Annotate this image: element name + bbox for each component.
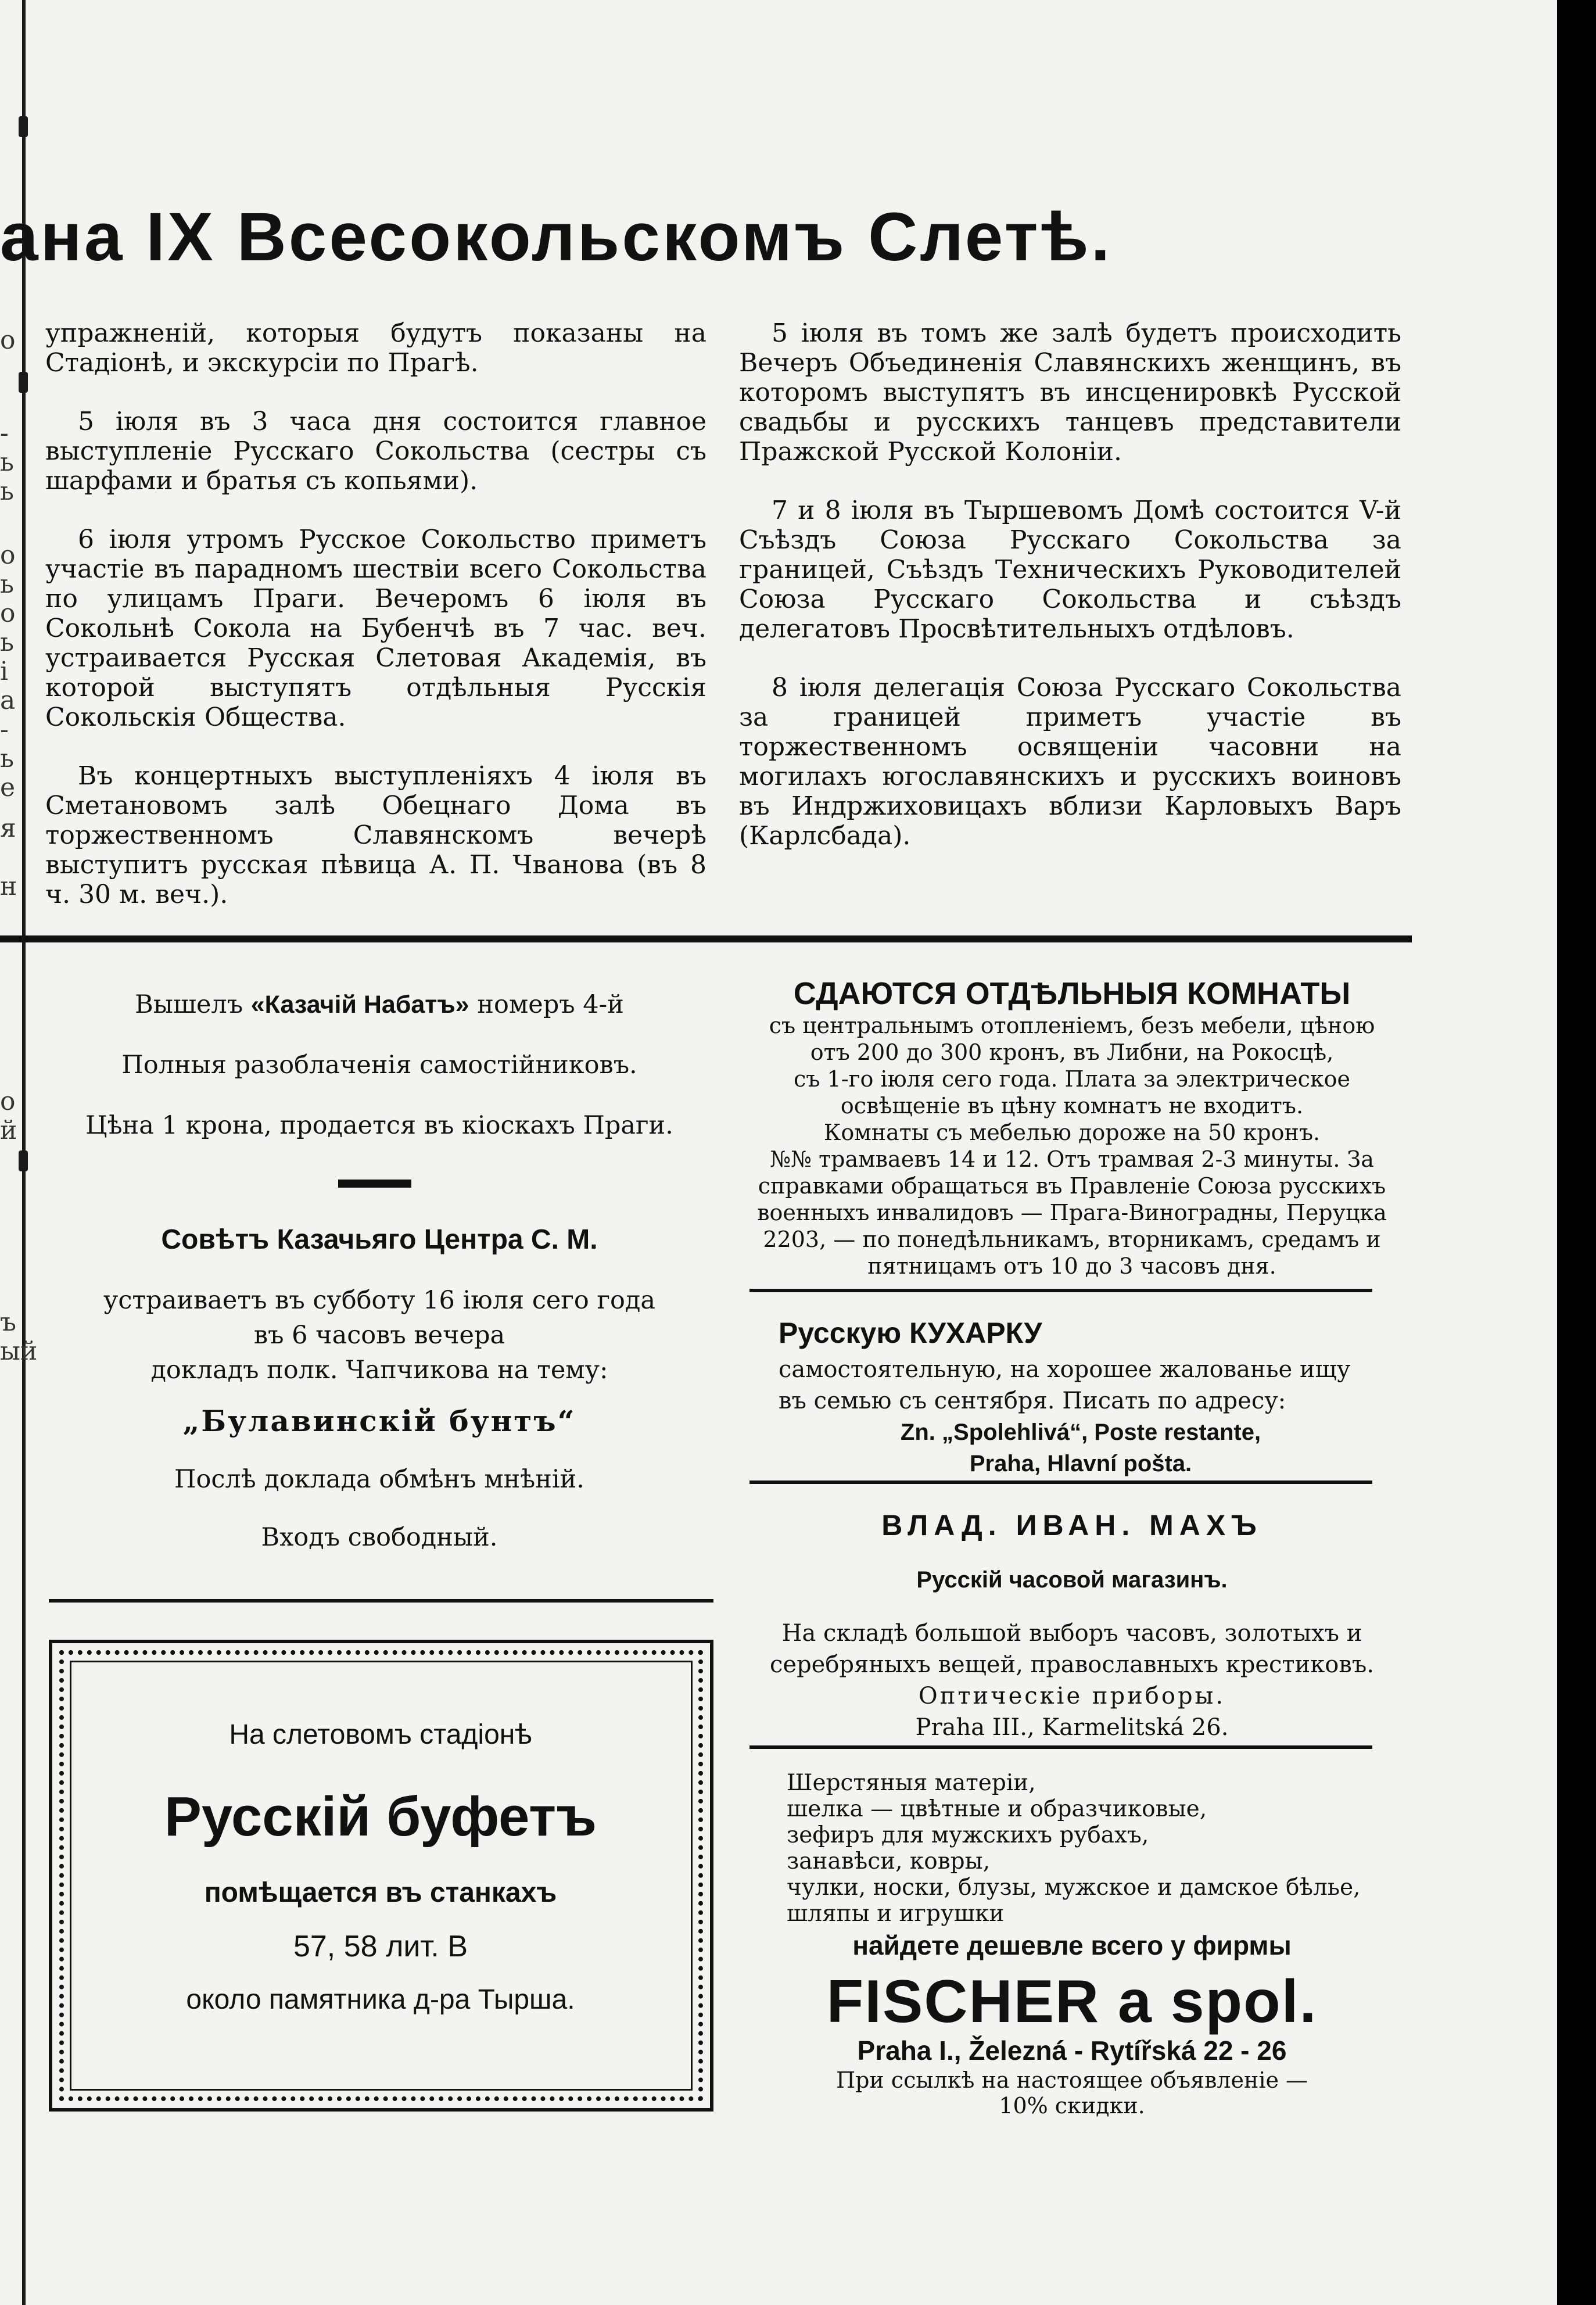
watch-subtitle: Русскій часовой магазинъ. <box>916 1567 1228 1593</box>
fischer-note: 10% скидки. <box>999 2093 1145 2118</box>
article-paragraph: 5 іюля въ томъ же залѣ будетъ происходить Вечеръ Объединенія Славянскихъ женщинъ, въ которомъ выступятъ въ инсценировкѣ Русской свадьбы и русскихъ танцевъ представители Пражской Русской Колоніи. <box>739 318 1401 467</box>
page-headline: ана IX Всесокольскомъ Слетѣ. <box>0 199 1113 275</box>
council-title: Совѣтъ Казачьяго Центра С. М. <box>161 1224 598 1255</box>
gutter-glyph: ь <box>0 569 14 599</box>
short-divider <box>338 1180 411 1188</box>
rooms-ad <box>749 975 1394 1279</box>
fischer-item: чулки, носки, блузы, мужское и дамское бѣлье, <box>787 1874 1361 1901</box>
watch-name: ВЛАД. ИВАН. МАХЪ <box>881 1509 1263 1542</box>
rooms-line: съ центральнымъ отопленіемъ, безъ мебели, цѣною отъ 200 до 300 кронъ, въ Либни, на Рокосцѣ, <box>769 1013 1375 1065</box>
nabat-ad <box>45 988 713 1142</box>
article-paragraph: Въ концертныхъ выступленіяхъ 4 іюля въ Сметановомъ залѣ Обецнаго Дома въ торжественномъ Славянскомъ вечерѣ выступитъ русская пѣвица А. П. Чванова (въ 8 ч. 30 м. веч.). <box>45 761 706 909</box>
gutter-glyph: о <box>0 325 16 355</box>
binding-mark-icon <box>13 1150 34 1171</box>
council-line: Послѣ доклада обмѣнъ мнѣній. <box>174 1465 584 1494</box>
watch-ad <box>749 1510 1394 1743</box>
fischer-ad <box>787 1770 1397 1927</box>
fischer-address: Praha I., Železná - Rytířská 22 - 26 <box>857 2035 1287 2066</box>
ad-divider <box>49 1599 713 1603</box>
gutter-glyph: ь <box>0 628 14 657</box>
gutter-glyph: ъ <box>0 1307 16 1337</box>
buffet-title: Русскій буфетъ <box>164 1786 597 1848</box>
gutter-glyph: ь <box>0 476 14 506</box>
gutter-glyph: ь <box>0 744 14 773</box>
cook-line: въ семью съ сентября. Писать по адресу: <box>779 1388 1286 1414</box>
rooms-line: съ 1-го іюля сего года. Плата за электрическое освѣщеніе въ цѣну комнатъ не входитъ. <box>794 1066 1350 1119</box>
fischer-item: Шерстяныя матеріи, <box>787 1770 1036 1796</box>
article-left-column <box>45 318 706 938</box>
cook-address: Zn. „Spolehlivá“, Poste restante, <box>900 1419 1261 1445</box>
article-paragraph: 5 іюля въ 3 часа дня состоится главное выступленіе Русскаго Сокольства (сестры съ шарфами и братья съ копьями). <box>45 407 706 496</box>
article-paragraph: упражненій, которыя будутъ показаны на Стадіонѣ, и экскурсіи по Прагѣ. <box>45 318 706 378</box>
nabat-suffix: номеръ 4-й <box>469 990 624 1019</box>
buffet-line: около памятника д-ра Тырша. <box>186 1984 575 2015</box>
watch-line: Оптическіе приборы. <box>918 1683 1226 1709</box>
fischer-item: шелка — цвѣтные и образчиковые, <box>787 1796 1207 1822</box>
cook-ad <box>779 1314 1383 1479</box>
rooms-line: Комнаты съ мебелью дороже на 50 кронъ. <box>823 1120 1321 1145</box>
article-right-column <box>739 318 1401 880</box>
gutter-glyph: о <box>0 540 16 570</box>
nabat-title: «Казачій Набатъ» <box>250 991 469 1019</box>
gutter-glyph: ь <box>0 447 14 477</box>
gutter-glyph: ый <box>0 1336 38 1366</box>
watch-line: На складѣ большой выборъ часовъ, золотыхъ и серебряныхъ вещей, православныхъ крестиковъ. <box>770 1620 1374 1678</box>
gutter-glyph: о <box>0 598 16 628</box>
fischer-item: занавѣси, ковры, <box>787 1848 991 1874</box>
gutter-glyph: я <box>0 813 16 843</box>
buffet-ad <box>70 1720 691 2015</box>
fischer-brand-block <box>749 1929 1394 2118</box>
article-paragraph: 8 іюля делегація Союза Русскаго Сокольства за границей приметъ участіе въ торжественномъ освященіи часовни на могилахъ югославянскихъ и русскихъ воиновъ въ Индржиховицахъ вблизи Карловыхъ Варъ (Карлсбада). <box>739 673 1401 851</box>
fischer-item: зефиръ для мужскихъ рубахъ, <box>787 1822 1149 1848</box>
nabat-prefix: Вышелъ <box>135 990 251 1019</box>
fischer-tagline: найдете дешевле всего у фирмы <box>852 1930 1292 1960</box>
council-ad <box>45 1223 713 1555</box>
binding-mark-icon <box>13 372 34 393</box>
ad-divider <box>749 1289 1372 1292</box>
council-topic: „Булавинскій бунтъ“ <box>182 1404 576 1438</box>
section-divider <box>0 935 1412 942</box>
ad-divider <box>749 1480 1372 1484</box>
buffet-line: На слетовомъ стадіонѣ <box>229 1719 532 1750</box>
gutter-glyph: - <box>0 418 9 448</box>
article-paragraph: 7 и 8 іюля въ Тыршевомъ Домѣ состоится V-й Съѣздъ Союза Русскаго Сокольства за границей, Съѣздъ Техническихъ Руководителей Союза Русскаго Сокольства и съѣздъ делегатовъ Просвѣтительныхъ отдѣловъ. <box>739 496 1401 644</box>
buffet-line: помѣщается въ станкахъ <box>204 1877 557 1908</box>
gutter-glyph: й <box>0 1116 17 1145</box>
gutter-glyph: н <box>0 872 17 901</box>
fischer-note: При ссылкѣ на настоящее объявленіе — <box>835 2067 1308 2093</box>
council-line: въ 6 часовъ вечера <box>253 1321 505 1350</box>
nabat-price: Цѣна 1 крона, продается въ кіоскахъ Праги. <box>85 1111 673 1140</box>
gutter-glyph: а <box>0 686 16 715</box>
watch-address: Praha III., Karmelitská 26. <box>915 1714 1229 1741</box>
rooms-line: №№ трамваевъ 14 и 12. Отъ трамвая 2-3 минуты. За справками обращаться въ Правленіе Союза русскихъ военныхъ инвалидовъ — Прага-Виноградны, Перуцка 2203, — по понедѣльникамъ, вторникамъ, средамъ и пятницамъ отъ 10 до 3 часовъ дня. <box>757 1146 1387 1279</box>
gutter-glyph: е <box>0 773 16 802</box>
article-paragraph: 6 іюля утромъ Русское Сокольство приметъ участіе въ парадномъ шествіи всего Сокольства по улицамъ Праги. Вечеромъ 6 іюля въ Сокольнѣ Сокола на Бубенчѣ въ 7 час. веч. устраивается Русская Слетовая Академія, въ которой выступятъ отдѣльныя Русскія Сокольскія Общества. <box>45 525 706 732</box>
council-line: Входъ свободный. <box>261 1523 498 1552</box>
gutter-glyph: і <box>0 657 9 686</box>
binding-mark-icon <box>13 116 34 137</box>
cook-address: Praha, Hlavní pošta. <box>969 1451 1192 1476</box>
council-line: устраиваетъ въ субботу 16 іюля сего года <box>103 1286 655 1315</box>
fischer-brand: FISCHER a spol. <box>826 1968 1318 2035</box>
cook-title: Русскую КУХАРКУ <box>779 1317 1042 1349</box>
buffet-line: 57, 58 лит. В <box>293 1930 468 1963</box>
fischer-item: шляпы и игрушки <box>787 1901 1005 1927</box>
gutter-glyph: - <box>0 715 9 744</box>
rooms-title: СДАЮТСЯ ОТДѢЛЬНЫЯ КОМНАТЫ <box>793 976 1351 1011</box>
council-line: докладъ полк. Чапчикова на тему: <box>150 1356 608 1385</box>
nabat-line: Полныя разоблаченія самостійниковъ. <box>121 1051 637 1080</box>
cook-line: самостоятельную, на хорошее жалованье ищу <box>779 1356 1351 1383</box>
ad-divider <box>749 1745 1372 1749</box>
gutter-glyph: о <box>0 1087 16 1116</box>
